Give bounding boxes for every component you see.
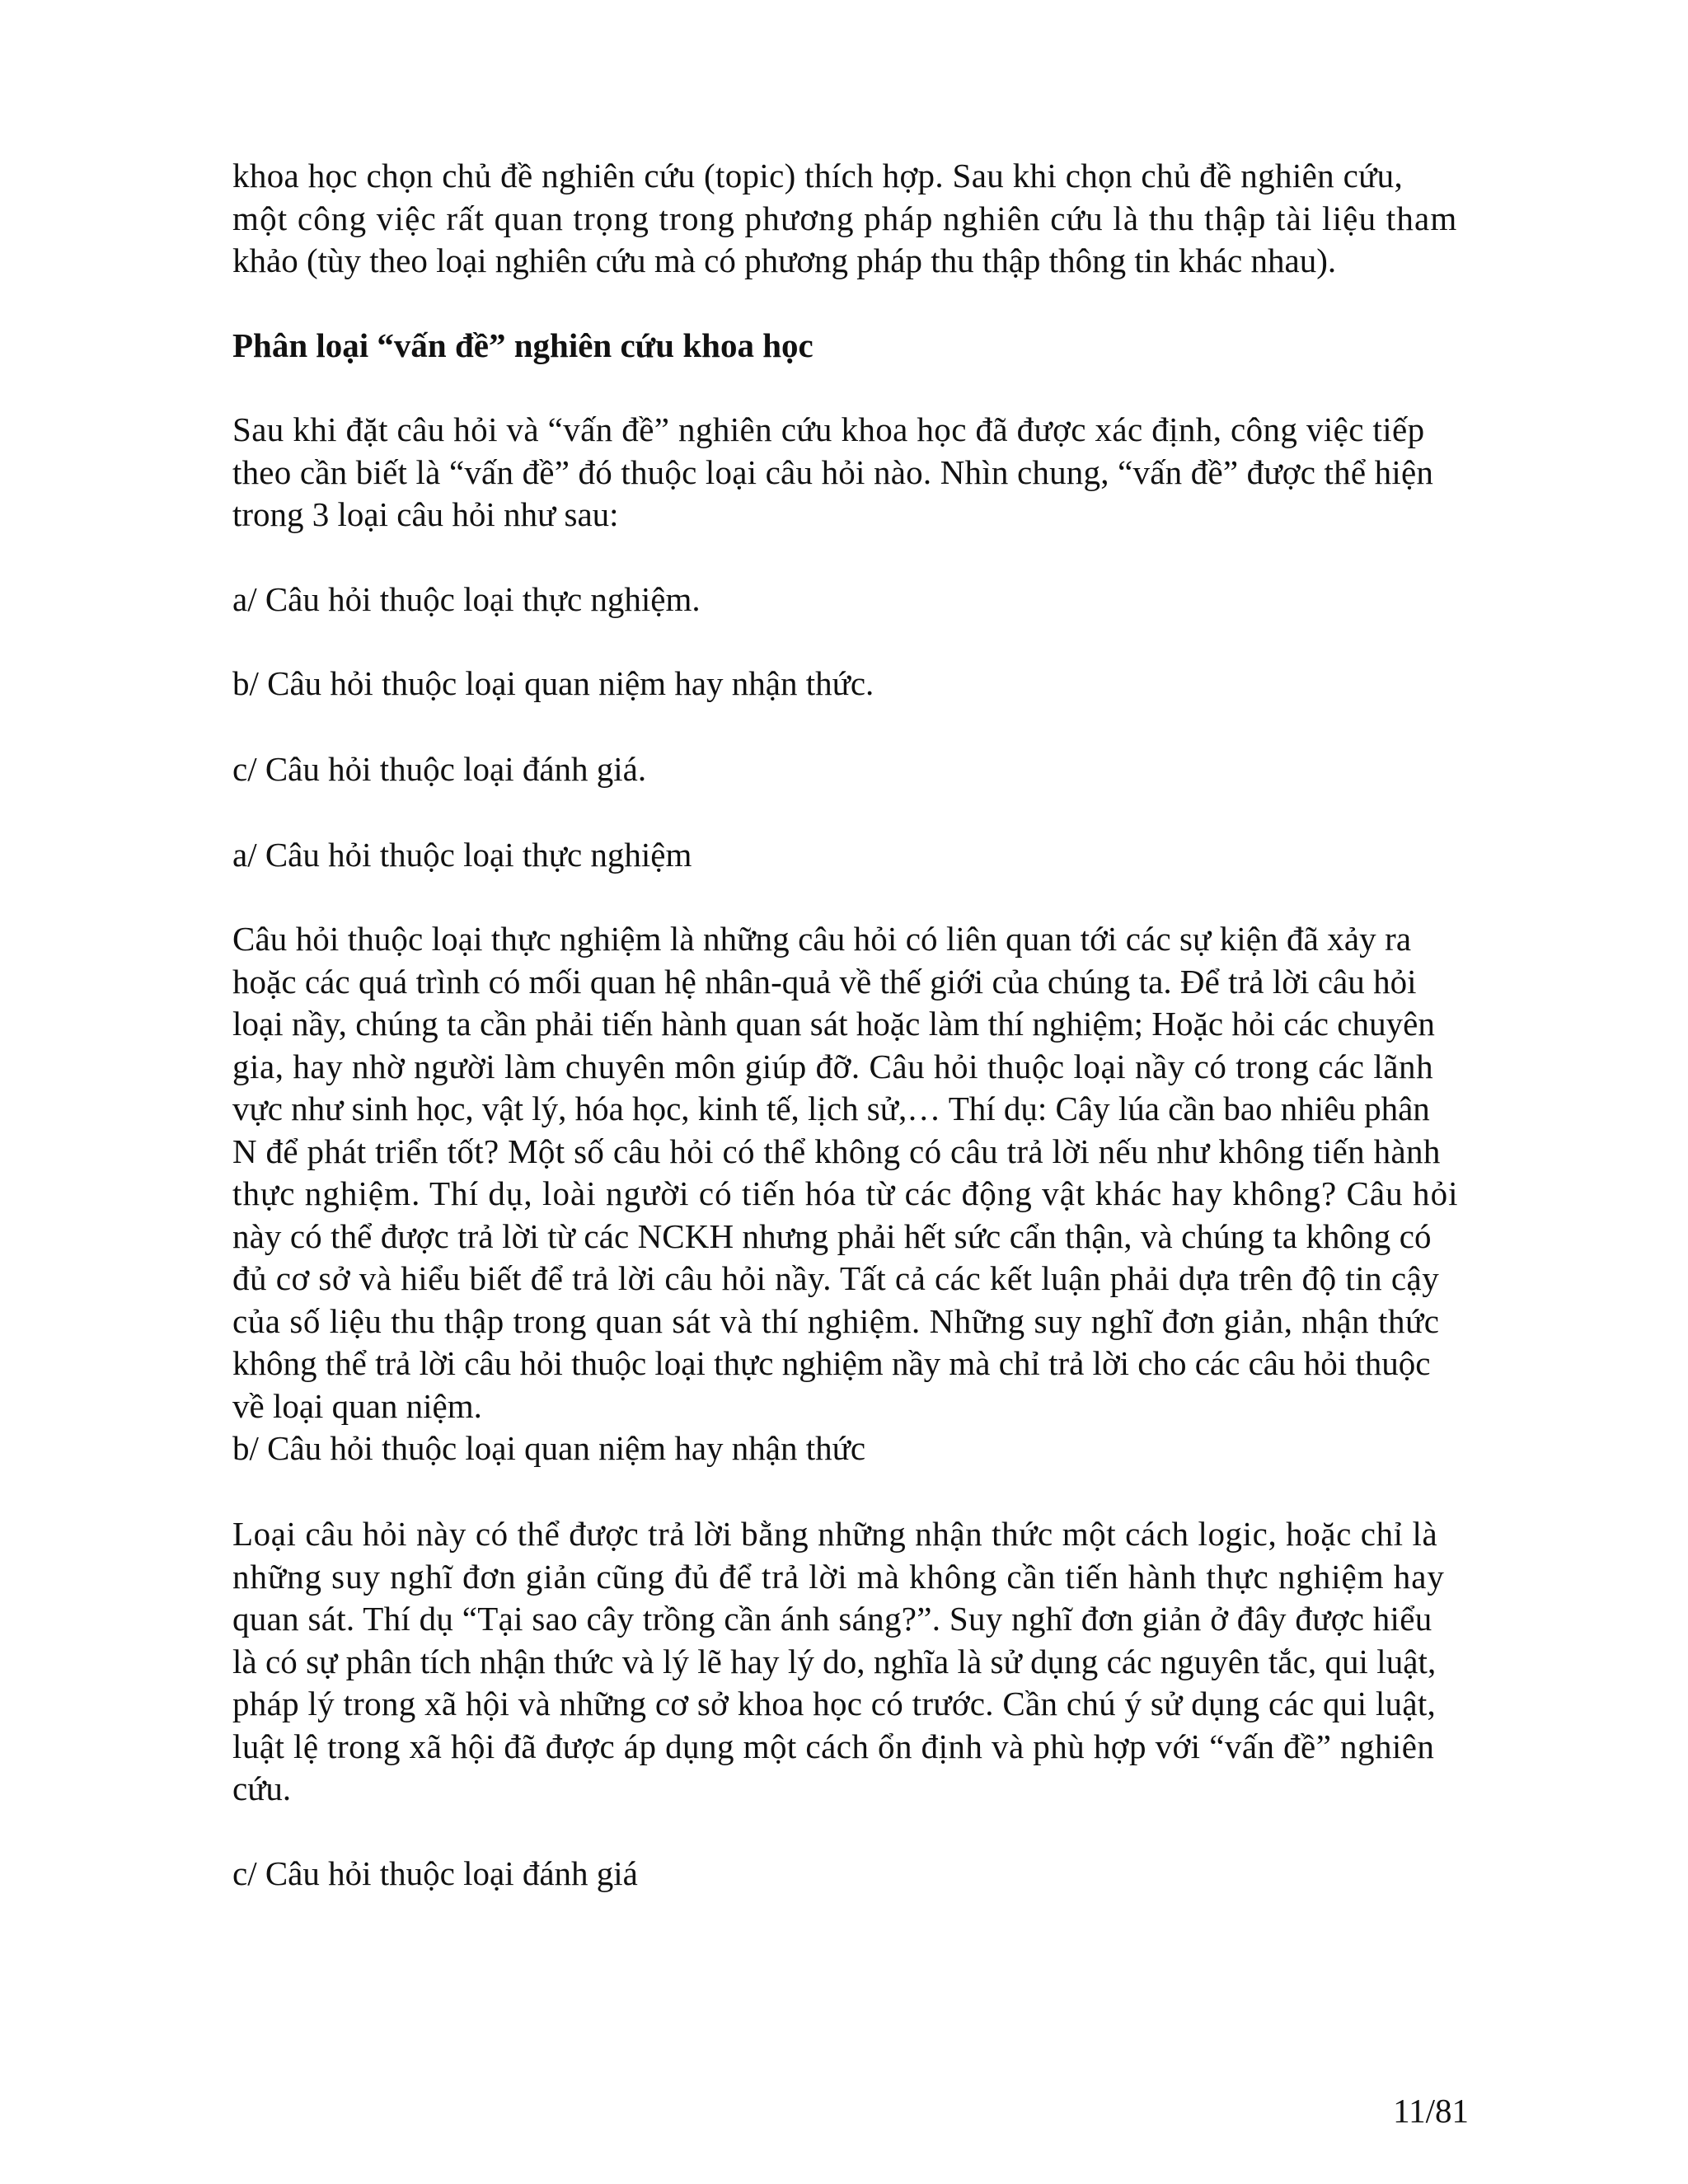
conceptual-paragraph	[232, 1513, 1469, 1811]
list-item-c	[232, 748, 646, 791]
text-line: Câu hỏi thuộc loại thực nghiệm là những câu hỏi có liên quan tới các sự kiện đã xảy ra	[232, 920, 1412, 958]
text-line: cứu.	[232, 1769, 292, 1807]
experimental-paragraph	[232, 918, 1469, 1427]
text-line: về loại quan niệm.	[232, 1386, 482, 1425]
text-line: quan sát. Thí dụ “Tại sao cây trồng cần ánh sáng?”. Suy nghĩ đơn giản ở đây được hiểu	[232, 1600, 1432, 1638]
text-line: Sau khi đặt câu hỏi và “vấn đề” nghiên cứu khoa học đã được xác định, công việc tiếp	[232, 410, 1425, 448]
text-line: những suy nghĩ đơn giản cũng đủ để trả lời mà không cần tiến hành thực nghiệm hay	[232, 1557, 1445, 1596]
text-line: này có thể được trả lời từ các NCKH nhưng phải hết sức cẩn thận, và chúng ta không có	[232, 1216, 1432, 1255]
list-item-b	[232, 663, 874, 705]
intro-paragraph	[232, 155, 1469, 283]
page-number: 11/81	[1393, 2092, 1469, 2130]
text-line: hoặc các quá trình có mối quan hệ nhân-quả về thế giới của chúng ta. Để trả lời câu hỏi	[232, 962, 1417, 1001]
text-line: luật lệ trong xã hội đã được áp dụng một cách ổn định và phù hợp với “vấn đề” nghiên	[232, 1727, 1435, 1765]
list-item-a	[232, 579, 701, 621]
text-line: trong 3 loại câu hỏi như sau:	[232, 495, 619, 533]
text-line: là có sự phân tích nhận thức và lý lẽ hay lý do, nghĩa là sử dụng các nguyên tắc, qui luật,	[232, 1642, 1437, 1680]
text-line: Loại câu hỏi này có thể được trả lời bằng những nhận thức một cách logic, hoặc chỉ là	[232, 1515, 1438, 1553]
text-line: vực như sinh học, vật lý, hóa học, kinh tế, lịch sử,… Thí dụ: Cây lúa cần bao nhiêu phân	[232, 1090, 1430, 1127]
text-line: gia, hay nhờ người làm chuyên môn giúp đỡ. Câu hỏi thuộc loại nầy có trong các lãnh	[232, 1047, 1434, 1085]
text-line: của số liệu thu thập trong quan sát và thí nghiệm. Những suy nghĩ đơn giản, nhận thức	[232, 1301, 1440, 1340]
classification-paragraph	[232, 409, 1469, 537]
list-item-text: c/ Câu hỏi thuộc loại đánh giá.	[232, 750, 647, 788]
text-line: khoa học chọn chủ đề nghiên cứu (topic) thích hợp. Sau khi chọn chủ đề nghiên cứu,	[232, 157, 1404, 194]
heading-text: Phân loại “vấn đề” nghiên cứu khoa học	[232, 326, 814, 364]
subsection-title-text: b/ Câu hỏi thuộc loại quan niệm hay nhận thức	[232, 1429, 866, 1467]
section-heading	[232, 325, 814, 368]
subsection-b-title	[232, 1427, 865, 1470]
text-line: loại nầy, chúng ta cần phải tiến hành quan sát hoặc làm thí nghiệm; Hoặc hỏi các chuyên	[232, 1005, 1435, 1043]
text-line: đủ cơ sở và hiểu biết để trả lời câu hỏi nầy. Tất cả các kết luận phải dựa trên độ tin cậy	[232, 1259, 1440, 1297]
list-item-text: b/ Câu hỏi thuộc loại quan niệm hay nhận thức.	[232, 664, 874, 702]
text-line: thực nghiệm. Thí dụ, loài người có tiến hóa từ các động vật khác hay không? Câu hỏi	[232, 1174, 1459, 1212]
text-line: N để phát triển tốt? Một số câu hỏi có thể không có câu trả lời nếu như không tiến hành	[232, 1132, 1441, 1170]
subsection-c-title	[232, 1853, 638, 1896]
subsection-a-title	[232, 834, 692, 877]
list-item-text: a/ Câu hỏi thuộc loại thực nghiệm.	[232, 580, 701, 618]
subsection-title-text: a/ Câu hỏi thuộc loại thực nghiệm	[232, 836, 692, 874]
text-line: theo cần biết là “vấn đề” đó thuộc loại câu hỏi nào. Nhìn chung, “vấn đề” được thể hiện	[232, 452, 1434, 491]
subsection-title-text: c/ Câu hỏi thuộc loại đánh giá	[232, 1854, 638, 1892]
text-line: pháp lý trong xã hội và những cơ sở khoa học có trước. Cần chú ý sử dụng các qui luật,	[232, 1685, 1437, 1722]
text-line: khảo (tùy theo loại nghiên cứu mà có phương pháp thu thập thông tin khác nhau).	[232, 241, 1337, 279]
text-line: không thể trả lời câu hỏi thuộc loại thực nghiệm nầy mà chỉ trả lời cho các câu hỏi thuộc	[232, 1344, 1431, 1382]
text-line: một công việc rất quan trọng trong phương pháp nghiên cứu là thu thập tài liệu tham	[232, 199, 1458, 237]
